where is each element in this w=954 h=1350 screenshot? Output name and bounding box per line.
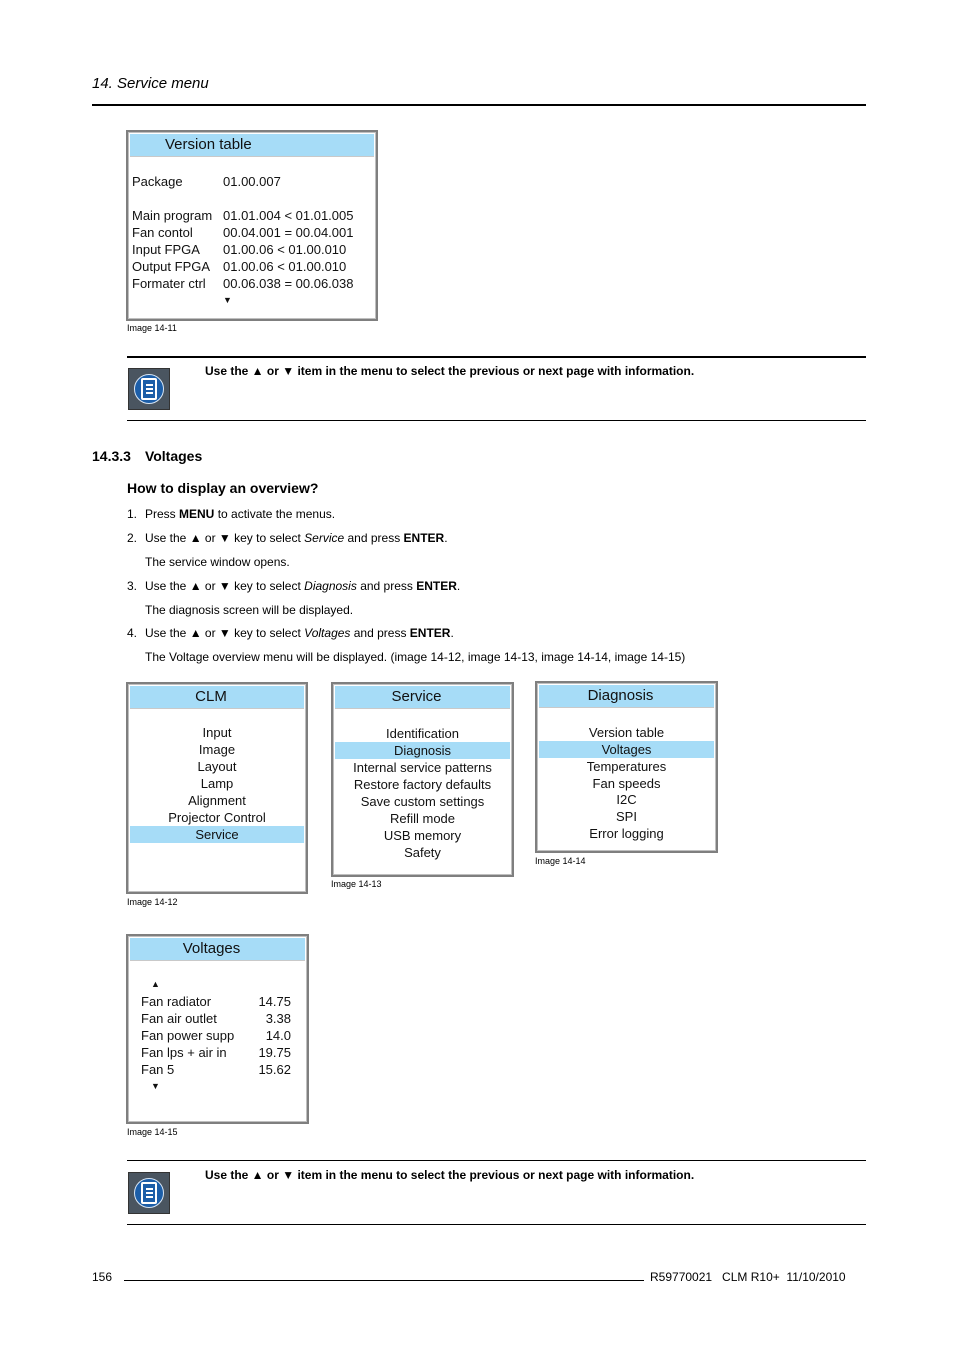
menu-item-usb-memory[interactable]: USB memory [383, 828, 462, 843]
version-row-label: Input FPGA [132, 242, 200, 257]
version-row-value: 01.00.06 < 01.00.010 [223, 242, 347, 257]
voltage-row-label: Fan lps + air in [141, 1045, 227, 1060]
page-number: 156 [92, 1270, 113, 1284]
header-rule [92, 104, 866, 106]
version-row-value: 00.06.038 = 00.06.038 [223, 276, 354, 291]
down-arrow-icon: ▼ [223, 295, 232, 305]
image-caption: Image 14-11 [127, 323, 177, 333]
menu-item-diagnosis[interactable]: Diagnosis [335, 742, 510, 759]
section-title: Voltages [144, 448, 203, 464]
voltage-row-value: 3.38 [265, 1011, 291, 1026]
menu-item-save-custom-settings[interactable]: Save custom settings [360, 794, 485, 809]
note-top-rule [127, 1160, 866, 1161]
voltage-row-label: Fan 5 [141, 1062, 175, 1077]
voltage-row-value: 14.75 [258, 994, 291, 1009]
menu-item-service[interactable]: Service [130, 826, 304, 843]
step-3-result: The diagnosis screen will be displayed. [145, 603, 354, 617]
voltage-row-label: Fan radiator [141, 994, 212, 1009]
service-menu-title: Service [335, 686, 510, 708]
menu-item-input[interactable]: Input [202, 725, 232, 740]
menu-item-safety[interactable]: Safety [404, 845, 441, 860]
menu-item-layout[interactable]: Layout [197, 759, 237, 774]
up-arrow-icon: ▲ [151, 979, 160, 989]
image-caption: Image 14-12 [127, 897, 178, 907]
voltage-row-label: Fan power supp [141, 1028, 235, 1043]
document-id: R59770021 CLM R10+ 11/10/2010 [650, 1270, 846, 1284]
menu-item-error-logging[interactable]: Error logging [589, 826, 664, 841]
section-number: 14.3.3 [92, 448, 131, 464]
footer-rule [124, 1280, 644, 1281]
menu-item-voltages[interactable]: Voltages [539, 741, 714, 758]
version-table-title: Version table [130, 134, 374, 156]
version-row-label: Fan contol [132, 225, 193, 240]
clm-menu-screen [126, 682, 308, 894]
step-4-result: The Voltage overview menu will be displayed. (image 14-12, image 14-13, image 14-14, image 14-15) [145, 650, 686, 664]
menu-item-projector-control[interactable]: Projector Control [168, 810, 266, 825]
version-table-screen [126, 130, 378, 321]
voltage-row-value: 19.75 [258, 1045, 291, 1060]
subheading: How to display an overview? [127, 480, 319, 496]
version-row-value: 01.00.06 < 01.00.010 [223, 259, 347, 274]
menu-item-image[interactable]: Image [198, 742, 236, 757]
image-caption: Image 14-15 [127, 1127, 178, 1137]
menu-item-version-table[interactable]: Version table [588, 725, 665, 740]
menu-item-restore-factory-defaults[interactable]: Restore factory defaults [353, 777, 492, 792]
note-text: Use the ▲ or ▼ item in the menu to select the previous or next page with information. [205, 1168, 695, 1182]
menu-item-i2c[interactable]: I2C [616, 792, 637, 807]
step-2-result: The service window opens. [145, 555, 290, 569]
version-row-value: 01.01.004 < 01.01.005 [223, 208, 354, 223]
menu-item-identification[interactable]: Identification [386, 726, 459, 741]
step-4: 4. Use the ▲ or ▼ key to select Voltages and press ENTER. [127, 626, 454, 640]
voltage-row-value: 15.62 [258, 1062, 291, 1077]
down-arrow-icon: ▼ [151, 1081, 160, 1091]
clm-menu-title: CLM [130, 686, 304, 708]
voltage-row-label: Fan air outlet [141, 1011, 217, 1026]
image-caption: Image 14-13 [331, 879, 382, 889]
note-text: Use the ▲ or ▼ item in the menu to select the previous or next page with information. [205, 364, 695, 378]
package-value: 01.00.007 [223, 174, 281, 189]
version-row-label: Main program [132, 208, 213, 223]
menu-item-internal-service-patterns[interactable]: Internal service patterns [353, 760, 492, 775]
title-divider [130, 156, 374, 157]
voltages-title: Voltages [130, 938, 305, 960]
package-label: Package [132, 174, 183, 189]
menu-item-alignment[interactable]: Alignment [188, 793, 246, 808]
step-3: 3. Use the ▲ or ▼ key to select Diagnosis and press ENTER. [127, 579, 461, 593]
version-row-value: 00.04.001 = 00.04.001 [223, 225, 354, 240]
note-icon [128, 368, 170, 410]
diagnosis-menu-screen [535, 681, 718, 853]
menu-item-temperatures[interactable]: Temperatures [586, 759, 667, 774]
note-top-rule [127, 356, 866, 358]
note-bottom-rule [127, 1224, 866, 1225]
version-row-label: Formater ctrl [132, 276, 206, 291]
chapter-header: 14. Service menu [92, 75, 209, 92]
voltage-row-value: 14.0 [265, 1028, 291, 1043]
voltages-screen [126, 934, 309, 1124]
section-heading [92, 448, 202, 464]
note-bottom-rule [127, 420, 866, 421]
diagnosis-menu-title: Diagnosis [539, 685, 714, 707]
step-1: 1. Press MENU to activate the menus. [127, 507, 336, 521]
version-row-label: Output FPGA [132, 259, 211, 274]
image-caption: Image 14-14 [535, 856, 586, 866]
note-icon [128, 1172, 170, 1214]
menu-item-refill-mode[interactable]: Refill mode [389, 811, 456, 826]
menu-item-fan-speeds[interactable]: Fan speeds [592, 776, 661, 791]
menu-item-lamp[interactable]: Lamp [200, 776, 234, 791]
step-2: 2. Use the ▲ or ▼ key to select Service and press ENTER. [127, 531, 448, 545]
menu-item-spi[interactable]: SPI [616, 809, 637, 824]
service-menu-screen [331, 682, 514, 877]
